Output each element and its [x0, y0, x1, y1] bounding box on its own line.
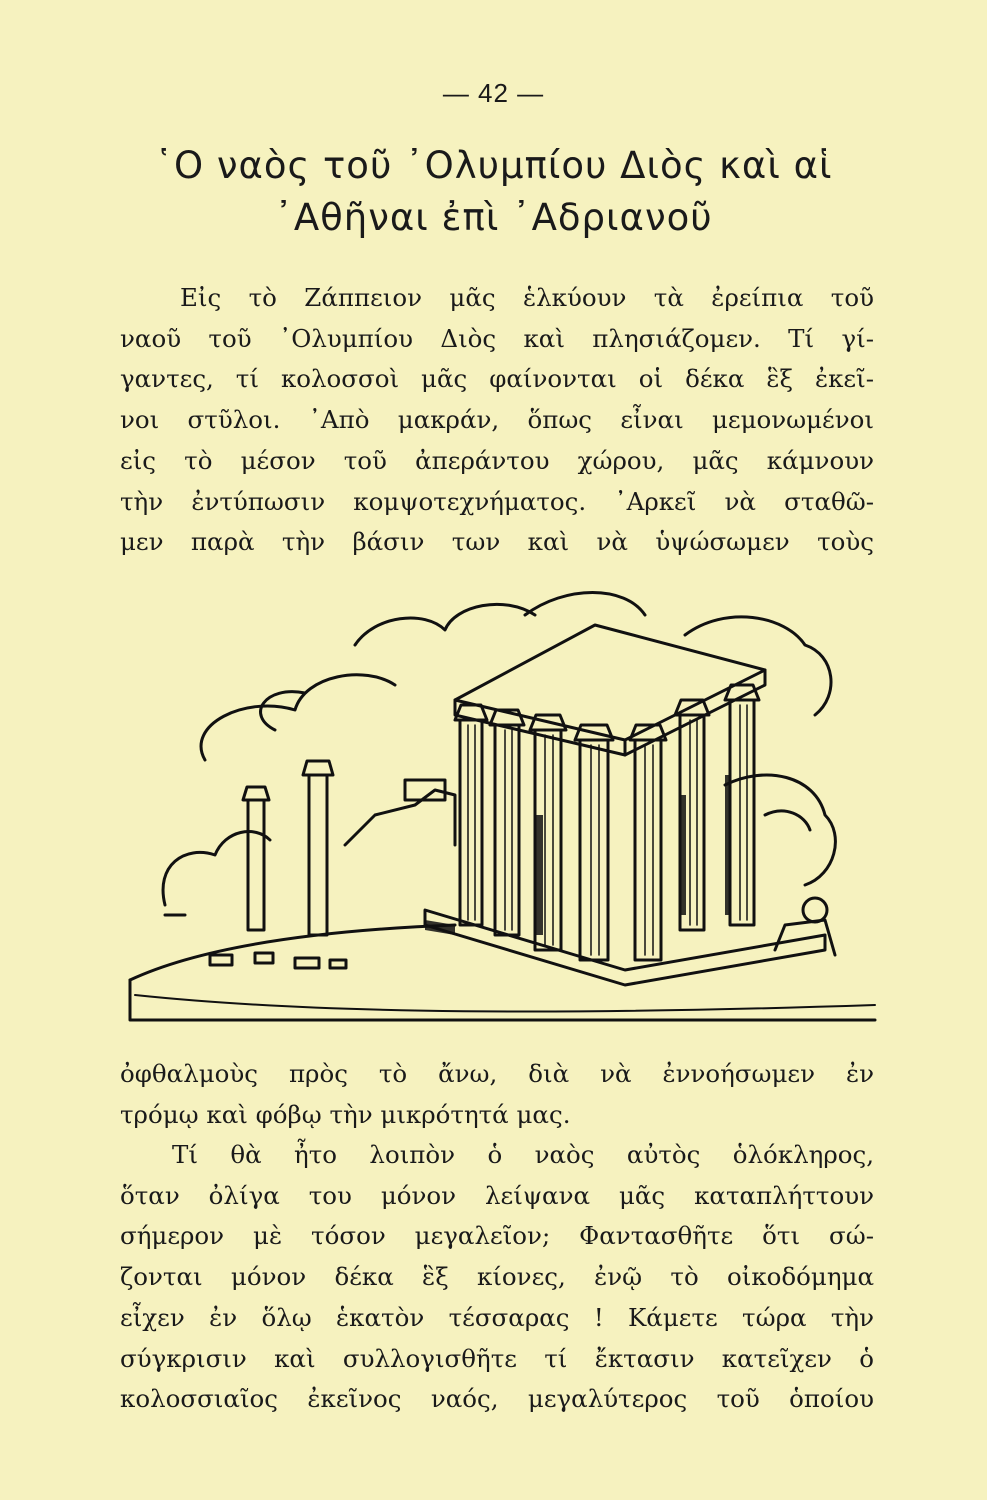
bush	[803, 898, 827, 922]
text-line: εἰς τὸ μέσον τοῦ ἀπεράντου χώρου, μᾶς κάμνουν	[120, 445, 874, 475]
text-line: τὴν ἐντύπωσιν κομψοτεχνήματος. ᾿Αρκεῖ νὰ σταθῶ-	[120, 486, 874, 516]
title-line: ῾Ο ναὸς τοῦ ᾿Ολυμπίου Διὸς καὶ αἱ	[154, 144, 833, 187]
temple-column	[580, 740, 608, 960]
ground-line	[130, 980, 875, 1020]
temple-platform	[425, 910, 825, 985]
column-shading	[680, 795, 686, 915]
entablature-side	[625, 670, 765, 755]
cloud-outline	[201, 675, 395, 760]
cloud-outline	[163, 832, 270, 905]
column-shading	[725, 775, 731, 915]
distant-capital	[243, 787, 269, 800]
temple-column	[730, 700, 754, 925]
entablature-top	[455, 625, 765, 740]
temple-column	[495, 725, 519, 935]
text-line: εἶχεν ἐν ὅλῳ ἑκατὸν τέσσαρας ! Κάμετε τώρα τὴν	[120, 1302, 874, 1332]
page-title	[100, 140, 887, 244]
text-line: γαντες, τί κολοσσοὶ μᾶς φαίνονται οἱ δέκα ἓξ ἐκεῖ-	[120, 364, 874, 394]
column-shading	[535, 815, 543, 935]
stone	[295, 958, 319, 968]
cloud-outline	[261, 692, 305, 730]
text-line: ναοῦ τοῦ ᾿Ολυμπίου Διὸς καὶ πλησιάζομεν. Τί γί-	[120, 323, 874, 353]
cloud-outline	[765, 811, 810, 830]
temple-illustration	[125, 575, 885, 1025]
distant-column	[248, 800, 264, 930]
paragraph-2	[120, 1054, 874, 1135]
text-line: ὅταν ὀλίγα του μόνον λείψανα μᾶς καταπλήττουν	[120, 1180, 874, 1210]
ground-line	[130, 925, 455, 980]
distant-capital	[303, 761, 333, 775]
paragraph-1	[120, 278, 874, 563]
stone	[255, 953, 273, 963]
cloud-outline	[525, 593, 645, 616]
title-line: ᾿Αθῆναι ἐπὶ ᾿Αδριανοῦ	[274, 196, 713, 239]
text-line: μεν παρὰ τὴν βάσιν των καὶ νὰ ὑψώσωμεν τοὺς	[120, 527, 874, 557]
page-number: — 42 —	[442, 78, 545, 108]
text-line: νοι στῦλοι. ᾿Απὸ μακράν, ὅπως εἶναι μεμονωμένοι	[120, 405, 874, 435]
text-line: κολοσσιαῖος ἐκεῖνος ναός, μεγαλύτερος τοῦ ὁποίου	[120, 1384, 874, 1414]
temple-column	[460, 720, 482, 925]
text-line: τρόμῳ καὶ φόβῳ τὴν μικρότητά μας.	[120, 1099, 571, 1129]
text-line: Τί θὰ ἦτο λοιπὸν ὁ ναὸς αὐτὸς ὁλόκληρος,	[172, 1140, 874, 1169]
text-line: Εἰς τὸ Ζάππειον μᾶς ἑλκύουν τὰ ἐρείπια τοῦ	[180, 283, 874, 312]
shadow	[425, 920, 455, 935]
stone	[210, 955, 232, 965]
text-line: ζονται μόνον δέκα ἓξ κίονες, ἐνῷ τὸ οἰκοδόμημα	[120, 1262, 874, 1292]
text-line: σύγκρισιν καὶ συλλογισθῆτε τί ἔκτασιν κατεῖχεν ὁ	[120, 1343, 874, 1373]
text-line: ὀφθαλμοὺς πρὸς τὸ ἄνω, διὰ νὰ ἐννοήσωμεν ἐν	[120, 1059, 874, 1088]
cloud-outline	[725, 775, 835, 885]
temple-column	[635, 740, 661, 960]
text-line: σήμερον μὲ τόσον μεγαλεῖον; Φαντασθῆτε ὅτι σώ-	[120, 1221, 874, 1251]
paragraph-3	[120, 1135, 874, 1420]
distant-column	[309, 775, 327, 935]
cloud-outline	[355, 604, 535, 645]
acropolis-hill	[345, 790, 455, 845]
stone	[330, 960, 346, 968]
ground-line	[135, 995, 875, 1012]
